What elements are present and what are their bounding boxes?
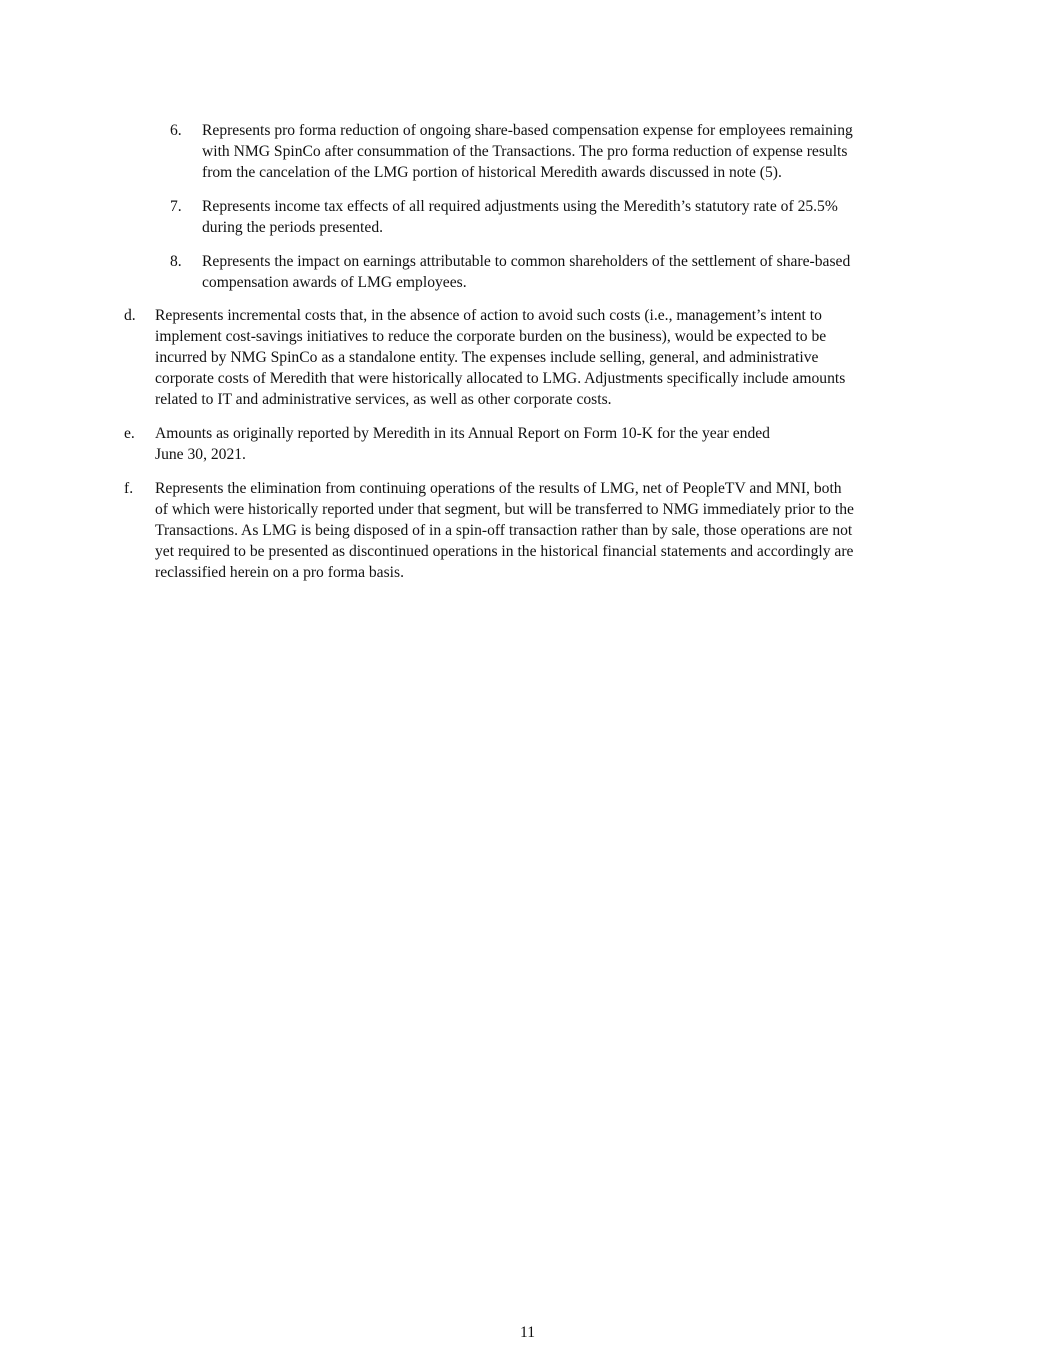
note-line: Represents income tax effects of all required adjustments using the Meredith’s statutory rate of 25.5% [202,198,838,215]
note-line: from the cancelation of the LMG portion of historical Meredith awards discussed in note (5). [202,163,782,181]
note-text [202,252,850,294]
note-marker: e. [124,425,135,442]
note-line: with NMG SpinCo after consummation of the Transactions. The pro forma reduction of expense results [202,142,848,160]
note-line: Amounts as originally reported by Meredith in its Annual Report on Form 10-K for the year ended [155,425,770,442]
note-line: corporate costs of Meredith that were historically allocated to LMG. Adjustments specifically include amounts [155,369,846,387]
note-marker: 6. [170,122,182,139]
note-text [155,479,854,584]
note-line: incurred by NMG SpinCo as a standalone entity. The expenses include selling, general, and administrative [155,348,819,366]
note-line: of which were historically reported under that segment, but will be transferred to NMG immediately prior to the [155,500,854,518]
note-line: Represents pro forma reduction of ongoing share-based compensation expense for employees remaining [202,122,853,139]
note-marker: 8. [170,253,182,270]
note-line: compensation awards of LMG employees. [202,273,467,291]
note-line: implement cost-savings initiatives to reduce the corporate burden on the business), would be expected to be [155,327,827,345]
note-marker: 7. [170,198,182,215]
note-line: related to IT and administrative services, as well as other corporate costs. [155,390,612,408]
note-line: reclassified herein on a pro forma basis. [155,563,404,581]
note-line: Represents incremental costs that, in the absence of action to avoid such costs (i.e., management’s intent to [155,307,822,324]
note-text [155,306,845,411]
note-line: Represents the impact on earnings attributable to common shareholders of the settlement of share-based [202,253,851,270]
note-line: June 30, 2021. [155,445,246,463]
note-text [155,424,770,466]
note-text [202,197,838,239]
note-marker: d. [124,307,136,324]
note-marker: f. [124,480,134,497]
note-line: during the periods presented. [202,218,384,236]
page-number: 11 [519,1324,535,1341]
note-text [202,121,853,184]
note-line: Transactions. As LMG is being disposed of in a spin-off transaction rather than by sale, those operations are not [155,521,853,539]
note-line: yet required to be presented as discontinued operations in the historical financial statements and accordingly are [155,542,854,560]
note-line: Represents the elimination from continuing operations of the results of LMG, net of PeopleTV and MNI, both [155,480,842,497]
